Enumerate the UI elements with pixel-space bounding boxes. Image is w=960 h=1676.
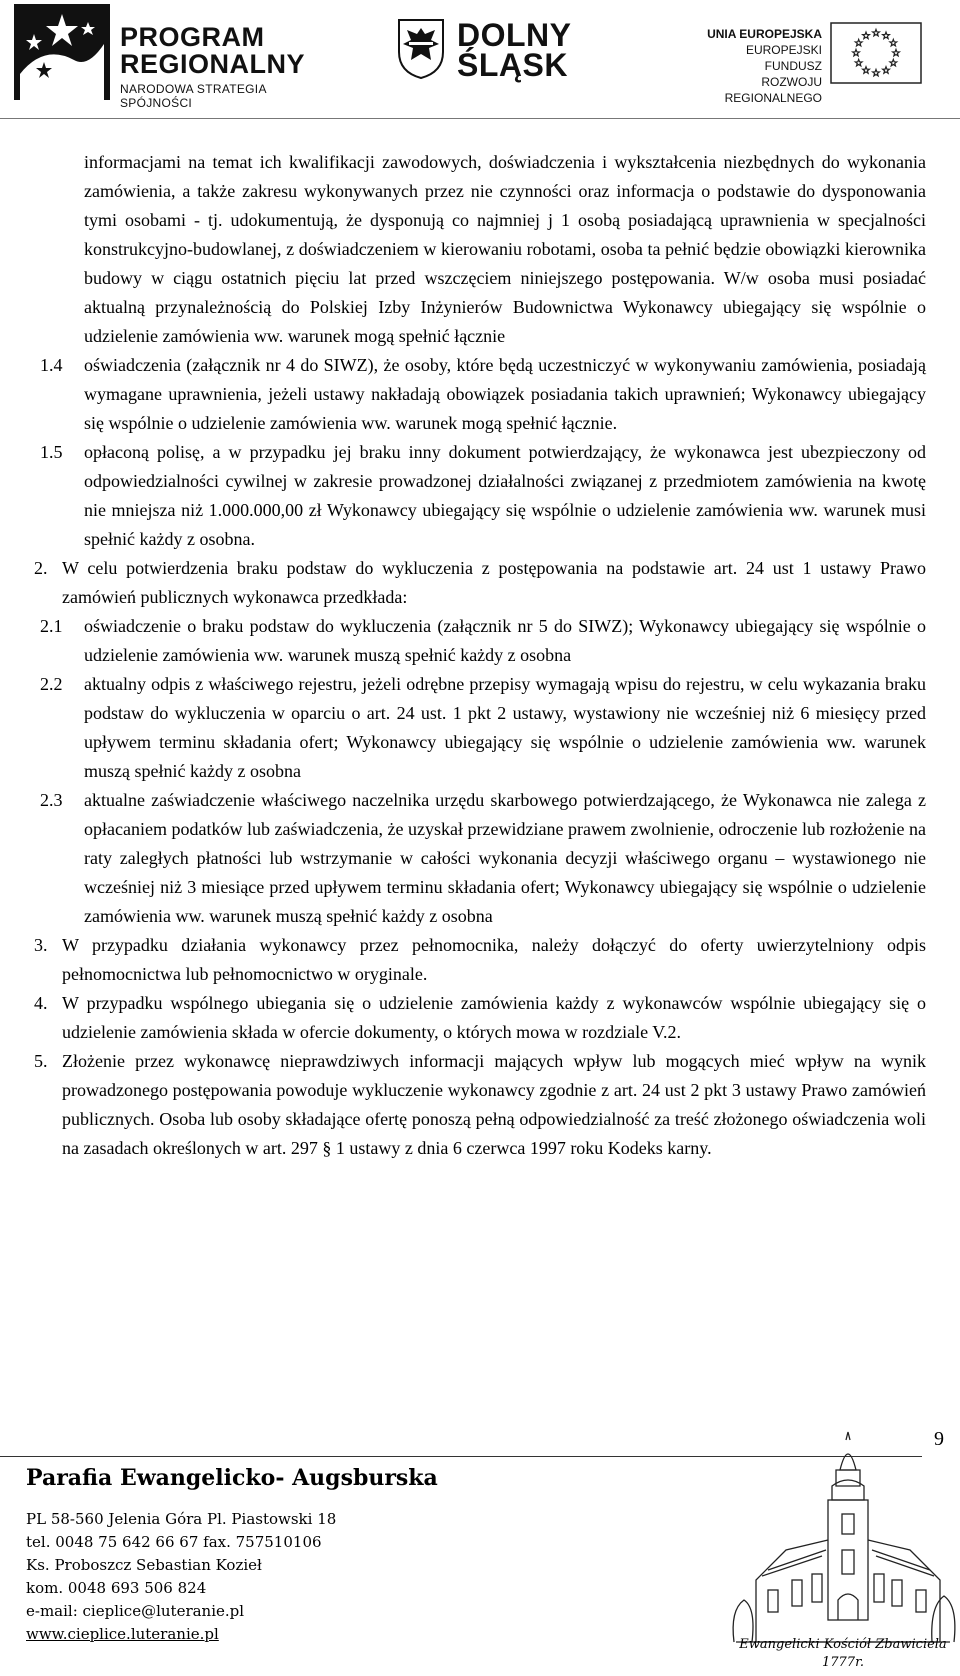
- church-caption-line2: 1777r.: [821, 1655, 864, 1670]
- item-number: 2.1: [40, 616, 63, 636]
- parish-address: PL 58-560 Jelenia Góra Pl. Piastowski 18: [26, 1510, 337, 1528]
- numbered-item: [40, 612, 926, 670]
- item-text: Złożenie przez wykonawcę nieprawdziwych informacji mających wpływ lub mogących mieć wpływ na wynik prowadzonego postępowania powoduje wykluczenie wykonawcy zgodnie z art. 24 ust 2 pkt 3 ustawy Prawo zamówień publicznych. Osoba lub osoby składające ofertę ponoszą pełną odpowiedzialność za treść złożonego oświadczenia woli na zasadach określonych w art. 297 § 1 ustawy z dnia 6 czerwca 1997 roku Kodeks karny.: [62, 1051, 926, 1158]
- item-number: 2.3: [40, 790, 63, 810]
- page-header: [0, 0, 960, 112]
- numbered-item: [40, 786, 926, 931]
- program-logo-line2: REGIONALNY: [120, 49, 306, 79]
- item-number: 1.4: [40, 355, 63, 375]
- item-text: opłaconą polisę, a w przypadku jej braku inny dokument potwierdzający, że wykonawca jest ubezpieczony od odpowiedzialności cywilnej w zakresie prowadzonej działalności związanej z przedmiotem zamówienia na kwotę nie mniejsza niż 1.000.000,00 zł Wykonawcy ubiegający się wspólnie o udzielenie zamówienia ww. warunek musi spełnić każdy z osobna.: [84, 442, 926, 549]
- eu-logo-line1: UNIA EUROPEJSKA: [707, 27, 822, 41]
- parish-name: Parafia Ewangelicko- Augsburska: [26, 1465, 438, 1491]
- numbered-item: [34, 931, 926, 989]
- eu-fund-logo: [690, 22, 950, 105]
- item-text: oświadczenia (załącznik nr 4 do SIWZ), że osoby, które będą uczestniczyć w wykonywaniu zamówienia, posiadają wymagane uprawnienia, jeżeli ustawy nakładają obowiązek posiadania takich uprawnień; Wykonawcy ubiegający się wspólnie o udzielenie zamówienia ww. warunek mogą spełnić łącznie.: [84, 355, 926, 433]
- parish-mobile: kom. 0048 693 506 824: [26, 1579, 207, 1597]
- parish-email[interactable]: e-mail: cieplice@luteranie.pl: [26, 1602, 245, 1620]
- numbered-item: [34, 989, 926, 1047]
- numbered-items: [0, 351, 960, 1163]
- numbered-item: [40, 438, 926, 554]
- numbered-item: [34, 554, 926, 612]
- program-regionalny-logo: [14, 4, 334, 110]
- parish-website-link[interactable]: www.cieplice.luteranie.pl: [26, 1625, 219, 1643]
- item-number: 2.2: [40, 674, 63, 694]
- parish-phone: tel. 0048 75 642 66 67 fax. 757510106: [26, 1533, 322, 1551]
- item-text: aktualny odpis z właściwego rejestru, jeżeli odrębne przepisy wymagają wpisu do rejestru, w celu wykazania braku podstaw do wykluczenia w oparciu o art. 24 ust. 1 pkt 2 ustawy, wystawiony nie wcześniej niż 6 miesięcy przed upływem terminu składania ofert; Wykonawcy ubiegający się wspólnie o udzielenie zamówienia ww. warunek muszą spełnić każdy z osobna: [84, 674, 926, 781]
- program-logo-line3: NARODOWA STRATEGIA SPÓJNOŚCI: [120, 82, 267, 110]
- program-logo-line1: PROGRAM: [120, 22, 265, 52]
- numbered-item: [34, 1047, 926, 1163]
- item-number: 3.: [34, 935, 48, 955]
- header-divider: [0, 118, 960, 119]
- numbered-item: [40, 351, 926, 438]
- eu-flag-icon: [830, 22, 922, 84]
- eu-logo-line2: EUROPEJSKI FUNDUSZ: [745, 43, 822, 73]
- item-text: aktualne zaświadczenie właściwego naczelnika urzędu skarbowego potwierdzającego, że Wykonawca nie zalega z opłacaniem podatków lub zaświadczenia, że uzyskał przewidziane prawem zwolnienie, odroczenie lub rozłożenie na raty zaległych płatności lub wstrzymanie w całości wykonania decyzji właściwego organu – wystawionego nie wcześniej niż 3 miesiące przed upływem terminu składania ofert; Wykonawcy ubiegający się wspólnie o udzielenie zamówienia ww. warunek muszą spełnić każdy z osobna: [84, 790, 926, 926]
- region-logo-line1: DOLNY: [457, 17, 572, 53]
- eu-logo-line3: ROZWOJU REGIONALNEGO: [724, 75, 822, 105]
- item-text: W celu potwierdzenia braku podstaw do wykluczenia z postępowania na podstawie art. 24 ust 1 ustawy Prawo zamówień publicznych wykonawca przedkłada:: [62, 558, 926, 607]
- item-number: 4.: [34, 993, 48, 1013]
- item-text: W przypadku działania wykonawcy przez pełnomocnika, należy dołączyć do oferty uwierzytelniony odpis pełnomocnictwa lub pełnomocnictwo w oryginale.: [62, 935, 926, 984]
- item-number: 1.5: [40, 442, 63, 462]
- region-logo-line2: ŚLĄSK: [457, 47, 568, 83]
- item-text: oświadczenie o braku podstaw do wykluczenia (załącznik nr 5 do SIWZ); Wykonawcy ubiegający się wspólnie o udzielenie zamówienia ww. warunek muszą spełnić każdy z osobna: [84, 616, 926, 665]
- program-regionalny-emblem-icon: [14, 4, 110, 100]
- eagle-crest-icon: [395, 18, 447, 80]
- item-text: W przypadku wspólnego ubiegania się o udzielenie zamówienia każdy z wykonawców wspólnie ubiegający się o udzielenie zamówienia składa w ofercie dokumenty, o których mowa w rozdziale V.2.: [62, 993, 926, 1042]
- parish-contact-footer: [26, 1462, 666, 1646]
- church-caption: [726, 1636, 960, 1672]
- page-number: 9: [934, 1428, 944, 1450]
- document-body: [0, 148, 960, 1163]
- dolny-slask-logo: [395, 18, 595, 98]
- church-caption-line1: Ewangelicki Kościół Zbawiciela: [739, 1637, 947, 1652]
- item-number: 5.: [34, 1051, 48, 1071]
- item-number: 2.: [34, 558, 48, 578]
- intro-paragraph: informacjami na temat ich kwalifikacji zawodowych, doświadczenia i wykształcenia niezbędnych do wykonania zamówienia, a także zakresu wykonywanych przez nie czynności oraz informacja o podstawie do dysponowania tymi osobami - tj. udokumentują, że dysponują co najmniej j 1 osobą posiadającą uprawnienia w specjalności konstrukcyjno-budowlanej, z doświadczeniem w kierowaniu robotami, osoba ta pełnić będzie obowiązki kierownika budowy w ciągu ostatnich pięciu lat przed wszczęciem niniejszego postępowania. W/w osoba musi posiadać aktualną przynależnością do Polskiej Izby Inżynierów Budownictwa Wykonawcy ubiegający się wspólnie o udzielenie zamówienia ww. warunek mogą spełnić łącznie: [84, 152, 926, 346]
- numbered-item: [40, 670, 926, 786]
- parish-pastor: Ks. Proboszcz Sebastian Kozieł: [26, 1556, 262, 1574]
